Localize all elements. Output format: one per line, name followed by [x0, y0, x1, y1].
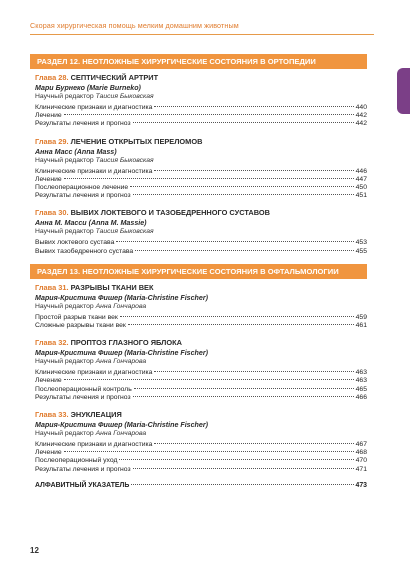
chapter-name: ВЫВИХ ЛОКТЕВОГО И ТАЗОБЕДРЕННОГО СУСТАВОВ: [70, 208, 270, 218]
entry-page: 442: [355, 112, 367, 120]
section-side-tab: [397, 68, 410, 114]
editor-name: Анна Гончарова: [95, 358, 147, 366]
dot-leader: [135, 250, 353, 251]
toc-entry: [35, 386, 367, 394]
toc-entry: [35, 104, 367, 112]
entry-page: 446: [355, 167, 367, 175]
dot-leader: [64, 451, 354, 452]
entry-page: 461: [355, 322, 367, 330]
toc-entry: [35, 441, 367, 449]
editor-prefix: Научный редактор: [35, 228, 94, 236]
editor-prefix: Научный редактор: [35, 358, 94, 366]
entry-page: 447: [355, 175, 367, 183]
chapter-number: 33.: [58, 410, 69, 420]
chapter-label: Глава: [35, 410, 57, 420]
entry-page: 455: [355, 247, 367, 255]
entry-text: Результаты лечения и прогноз: [35, 120, 131, 128]
dot-leader: [119, 459, 353, 460]
section-label: РАЗДЕЛ 13. НЕОТЛОЖНЫЕ ХИРУРГИЧЕСКИЕ СОСТОЯНИЯ В ОФТАЛЬМОЛОГИИ: [37, 266, 339, 276]
toc-entry: [35, 176, 367, 184]
section-banner: [30, 54, 367, 69]
dot-leader: [64, 114, 354, 115]
entry-page: 442: [355, 120, 367, 128]
entry-page: 450: [355, 184, 367, 192]
dot-leader: [120, 316, 354, 317]
index-entry: [30, 482, 367, 489]
entry-text: Клинические признаки и диагностика: [35, 167, 153, 175]
chapter-block: [30, 73, 367, 129]
entry-page: 467: [355, 441, 367, 449]
entry-page: 465: [355, 385, 367, 393]
running-header: Скорая хирургическая помощь мелким домашним животным: [30, 21, 239, 30]
chapter-number: 31.: [58, 282, 69, 292]
editor-name: Таисия Быковская: [95, 156, 154, 164]
toc-entry: [35, 377, 367, 385]
page-number: 12: [30, 546, 39, 555]
toc-entry: [35, 192, 367, 200]
toc-entry: [35, 322, 367, 330]
dot-leader: [154, 106, 353, 107]
chapter-number: 32.: [58, 338, 69, 348]
index-text: АЛФАВИТНЫЙ УКАЗАТЕЛЬ: [35, 481, 130, 489]
dot-leader: [64, 178, 354, 179]
entry-text: Лечение: [35, 112, 62, 120]
dot-leader: [64, 379, 354, 380]
entry-text: Послеоперационный уход: [35, 457, 118, 465]
chapter-name: ЛЕЧЕНИЕ ОТКРЫТЫХ ПЕРЕЛОМОВ: [70, 136, 203, 146]
section-banner: [30, 264, 367, 279]
chapter-author: Анна Масс (Anna Mass): [35, 147, 117, 156]
entry-text: Лечение: [35, 377, 62, 385]
dot-leader: [134, 388, 354, 389]
entry-page: 471: [355, 465, 367, 473]
chapter-editor: [35, 303, 367, 310]
chapter-block: [30, 137, 367, 201]
chapter-number: 28.: [58, 73, 69, 82]
editor-name: Анна Гончарова: [95, 430, 147, 438]
entry-page: 463: [355, 369, 367, 377]
toc-entry: [35, 248, 367, 256]
entry-text: Результаты лечения и прогноз: [35, 192, 131, 200]
toc-entry: [35, 457, 367, 465]
toc-entry: [35, 184, 367, 192]
entry-page: 463: [355, 377, 367, 385]
entry-text: Сложные разрывы ткани век: [35, 322, 126, 330]
dot-leader: [116, 241, 353, 242]
entry-text: Вывих тазобедренного сустава: [35, 247, 134, 255]
chapter-title: [35, 73, 367, 82]
section-label: РАЗДЕЛ 12. НЕОТЛОЖНЫЕ ХИРУРГИЧЕСКИЕ СОСТОЯНИЯ В ОРТОПЕДИИ: [37, 57, 316, 66]
chapter-name: РАЗРЫВЫ ТКАНИ ВЕК: [70, 282, 154, 292]
dot-leader: [131, 484, 353, 485]
chapter-editor: [35, 228, 367, 235]
chapter-block: [30, 208, 367, 255]
editor-prefix: Научный редактор: [35, 93, 94, 100]
entry-text: Клинические признаки и диагностика: [35, 369, 153, 377]
entry-page: 470: [355, 457, 367, 465]
chapter-block: [30, 410, 367, 474]
toc-entry: [35, 239, 367, 247]
entry-text: Послеоперационное лечение: [35, 184, 129, 192]
chapter-block: [30, 338, 367, 402]
chapter-name: СЕПТИЧЕСКИЙ АРТРИТ: [70, 73, 159, 82]
toc-entry: [35, 466, 367, 474]
toc-entry: [35, 394, 367, 402]
entry-page: 453: [355, 239, 367, 247]
dot-leader: [154, 371, 353, 372]
entry-page: 440: [355, 104, 367, 111]
entry-text: Результаты лечения и прогноз: [35, 393, 131, 401]
entry-text: Лечение: [35, 175, 62, 183]
dot-leader: [133, 194, 354, 195]
entry-text: Послеоперационный контроль: [35, 385, 132, 393]
dot-leader: [154, 443, 353, 444]
chapter-number: 30.: [58, 208, 69, 218]
dot-leader: [133, 122, 354, 123]
chapter-author: Мария-Кристина Фишер (Maria-Christine Fischer): [35, 349, 208, 358]
dot-leader: [133, 468, 354, 469]
toc-entry: [35, 314, 367, 322]
chapter-editor: [35, 430, 367, 437]
toc-entry: [35, 168, 367, 176]
toc-entry: [35, 369, 367, 377]
chapter-author: Мари Бурнеко (Marie Burneko): [35, 84, 141, 92]
editor-prefix: Научный редактор: [35, 302, 94, 310]
chapter-title: [35, 208, 367, 217]
chapter-label: Глава: [35, 136, 57, 146]
entry-text: Результаты лечения и прогноз: [35, 465, 131, 473]
chapter-name: ПРОПТОЗ ГЛАЗНОГО ЯБЛОКА: [70, 338, 182, 348]
chapter-name: ЭНУКЛЕАЦИЯ: [70, 410, 122, 420]
toc-entry: [35, 120, 367, 128]
chapter-author: Мария-Кристина Фишер (Maria-Christine Fischer): [35, 421, 208, 430]
toc-content: [30, 54, 367, 489]
dot-leader: [128, 324, 354, 325]
entry-page: 468: [355, 449, 367, 457]
chapter-number: 29.: [58, 136, 69, 146]
chapter-title: [35, 410, 367, 419]
toc-entry: [35, 112, 367, 120]
entry-text: Простой разрыв ткани век: [35, 313, 118, 321]
chapter-editor: [35, 157, 367, 164]
entry-page: 466: [355, 393, 367, 401]
entry-page: 459: [355, 313, 367, 321]
chapter-label: Глава: [35, 208, 57, 218]
entry-text: Клинические признаки и диагностика: [35, 104, 153, 111]
index-page: 473: [355, 481, 367, 489]
dot-leader: [154, 170, 353, 171]
dot-leader: [130, 186, 353, 187]
chapter-editor: [35, 93, 367, 100]
chapter-author: Мария-Кристина Фишер (Maria-Christine Fischer): [35, 293, 208, 302]
entry-text: Вывих локтевого сустава: [35, 239, 115, 247]
entry-text: Лечение: [35, 449, 62, 457]
editor-name: Анна Гончарова: [95, 302, 147, 310]
editor-name: Таисия Быковская: [95, 228, 154, 236]
dot-leader: [133, 396, 354, 397]
chapter-label: Глава: [35, 338, 57, 348]
header-rule: [30, 34, 374, 35]
editor-name: Таисия Быковская: [95, 93, 154, 100]
chapter-label: Глава: [35, 73, 57, 82]
editor-prefix: Научный редактор: [35, 156, 94, 164]
chapter-author: Анна М. Масси (Anna M. Massie): [35, 219, 147, 228]
chapter-label: Глава: [35, 282, 57, 292]
editor-prefix: Научный редактор: [35, 430, 94, 438]
chapter-title: [35, 283, 367, 292]
chapter-title: [35, 338, 367, 347]
chapter-title: [35, 137, 367, 146]
entry-page: 451: [355, 192, 367, 200]
chapter-block: [30, 283, 367, 330]
chapter-editor: [35, 358, 367, 365]
entry-text: Клинические признаки и диагностика: [35, 441, 153, 449]
